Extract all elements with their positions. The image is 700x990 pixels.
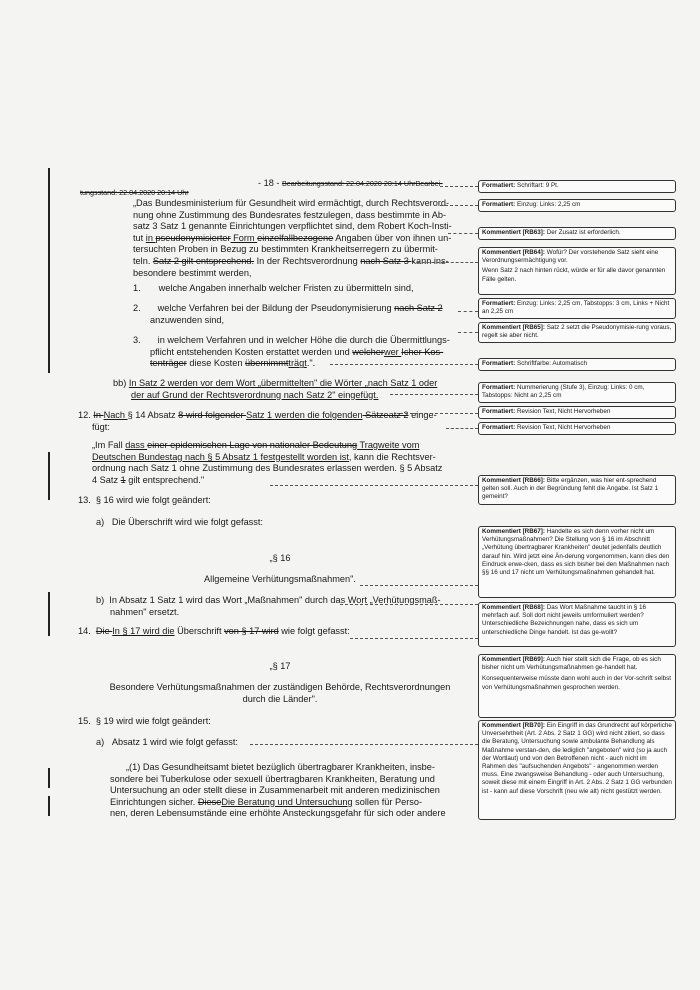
comment-box[interactable]: Kommentiert [RB70]: Ein Eingriff in das Grundrecht auf körperliche Unversehrtheit (Art. 2 Abs. 2 Satz 1 GG) wird nicht zitiert, so dass die Beratung, Untersuchung sowie ambulante Behandlung als Maßnahme verstan-den, die lediglich "angeboten" wird (so ja auch der Wortlaut) und von den Betroffenen nicht - auch nicht im Rahmen des "aufsuchenden Angebots" - angenommen werden muss. Eine zwangsweise Behandlung - oder auch Untersuchung, soweit diese mit einem Eingriff in Art. 2 Abs. 2 Satz 1 GG verbunden ist - kann auf diese Vorschrift (neu wie alt) nicht gestützt werden.	[478, 720, 676, 820]
comment-box[interactable]: Kommentiert [RB63]: Der Zusatz ist erforderlich.	[478, 227, 676, 240]
comment-box[interactable]: Formatiert: Einzug: Links: 2,25 cm	[478, 199, 676, 212]
comment-box[interactable]: Formatiert: Revision Text, Nicht Hervorheben	[478, 406, 676, 419]
list-item: 3. in welchem Verfahren und in welcher Höhe die durch die Übermittlungs- pflicht entstehenden Kosten erstattet werden und welcherwer Icher Kos- tenträger diese Kosten übernimmtträgt.".	[133, 335, 450, 369]
comment-box[interactable]: Kommentiert [RB67]: Handelte es sich denn vorher nicht um Verhütungsmaßnahmen? Die Stellung von § 16 im Abschnitt „Verhütung übertragbarer Krankheiten" deutet jedenfalls deutlich darauf hin. Wird jetzt eine Än-derung vorgenommen, kann dies den Eindruck erwe-cken, dass es sich bisher bei den Maßnahmen nach §§ 16 und 17 nicht um Verhütungsmaßnahmen gehandelt hat.	[478, 526, 676, 598]
revision-bar	[48, 768, 50, 788]
text-line: nung ohne Zustimmung des Bundesrates festzulegen, dass bestimmte in Ab-	[133, 209, 447, 220]
revision-bar	[48, 592, 50, 636]
bb-paragraph: bb) In Satz 2 werden vor dem Wort „übermittelten" die Wörter „nach Satz 1 oder der auf Grund der Rechtsverordnung nach Satz 2" eingefügt.	[113, 378, 438, 400]
comment-box[interactable]: Kommentiert [RB68]: Das Wort Maßnahme taucht in § 16 mehrfach auf. Soll dort nicht jeweils umformuliert werden? Unterschiedliche Bezeichnungen nahe, dass es sich um unterschiedliche Dinge handelt. Ist das ge-wollt?	[478, 602, 676, 647]
comment-connector	[330, 364, 478, 365]
comment-connector	[270, 485, 478, 486]
text-line: teln. Satz 2 gilt entsprechend. In der Rechtsverordnung nach Satz 3 kann ins-	[133, 255, 449, 266]
comment-connector	[412, 262, 478, 263]
comment-box[interactable]: Kommentiert [RB69]: Auch hier stellt sich die Frage, ob es sich bisher nicht um Verhütungsmaßnahmen ge-handelt hat. Konsequenterweise müsste dann wohl auch in der Vor-schrift selbst von Verhütungsmaßnahmen gesprochen werden.	[478, 654, 676, 718]
comment-box[interactable]: Formatiert: Revision Text, Nicht Hervorheben	[478, 422, 676, 435]
item-14: 14. Die In § 17 wird die Überschrift von § 17 wird wie folgt gefasst:	[78, 626, 350, 636]
page-number: - 18 -	[258, 178, 280, 188]
revision-bar	[48, 796, 50, 816]
revision-bar	[48, 168, 50, 373]
item-15-paragraph: „(1) Das Gesundheitsamt bietet bezüglich übertragbarer Krankheiten, insbe- sondere bei Tuberkulose oder sexuell übertragbaren Krankheiten, Beratung und Untersuchung an oder stellt diese in Zusammenarbeit mit anderen medizinischen Einrichtungen sicher. DieseDie Beratung und Untersuchung sollen für Perso- nen, deren Lebensumstände eine erhöhte Ansteckungsgefahr für sich oder andere	[110, 762, 446, 819]
comment-connector	[250, 744, 478, 745]
comment-connector	[440, 205, 478, 206]
comment-connector	[458, 311, 478, 312]
comment-connector	[448, 233, 478, 234]
revision-bar	[48, 452, 50, 500]
comment-box[interactable]: Formatiert: Nummerierung (Stufe 3), Einzug: Links: 0 cm, Tabstopps: Nicht an 2,25 cm	[478, 382, 676, 403]
comment-connector	[340, 604, 478, 605]
comment-connector	[446, 428, 478, 429]
list-item: 1. welche Angaben innerhalb welcher Fristen zu übermitteln sind,	[133, 283, 414, 293]
header-stand-struck-2: tungsstand: 22.04.2020 20:14 Uhr	[80, 188, 189, 197]
item-15-a: a) Absatz 1 wird wie folgt gefasst:	[96, 737, 238, 747]
section-17-heading: „§ 17	[269, 661, 291, 671]
section-17-title: Besondere Verhütungsmaßnahmen der zuständigen Behörde, Rechtsverordnungen durch die Länder".	[109, 682, 451, 704]
text-line: tersuchten Proben in Bezug zu bestimmten Krankheitserregern zu übermit-	[133, 244, 438, 255]
item-12-quote: „Im Fall dass einer epidemischen Lage von nationaler Bedeutung Tragweite vom Deutschen Bundestag nach § 5 Absatz 1 festgestellt worden ist, kann die Rechtsver- ordnung nach Satz 1 ohne Zustimmung des Bundesrates erlassen werden. § 5 Absatz 4 Satz 1 gilt entsprechend."	[92, 440, 443, 485]
item-15: 15. § 19 wird wie folgt geändert:	[78, 716, 211, 726]
page-header	[258, 178, 443, 190]
text-line: „Das Bundesministerium für Gesundheit wird ermächtigt, durch Rechtsverord-	[133, 198, 450, 208]
comment-box[interactable]: Kommentiert [RB65]: Satz 2 setzt die Pseudonymisie-rung voraus, regelt sie aber nicht.	[478, 322, 676, 343]
comment-connector	[458, 332, 478, 333]
comment-box[interactable]: Kommentiert [RB66]: Bitte ergänzen, was hier ent-sprechend gelten soll. Auch in der Begründung fehlt die Angabe. Ist Satz 1 gemeint?	[478, 475, 676, 505]
comment-box[interactable]: Formatiert: Schriftart: 9 Pt.	[478, 180, 676, 193]
section-16-title: Allgemeine Verhütungsmaßnahmen".	[204, 574, 356, 584]
item-12: 12. In Nach § 14 Absatz 8 wird folgender Satz 1 werden die folgenden Sätzeatz 2 einge- fügt:	[78, 410, 437, 432]
comment-connector	[400, 413, 478, 414]
comment-box[interactable]: Kommentiert [RB64]: Wofür? Der vorstehende Satz sieht eine Verordnungsermächtigung vor. Wenn Satz 2 nach hinten rückt, würde er für alle davor genannten Fälle gelten.	[478, 247, 676, 295]
comment-connector	[350, 638, 478, 639]
comment-box[interactable]: Formatiert: Einzug: Links: 2,25 cm, Tabstopps: 3 cm, Links + Nicht an 2,25 cm	[478, 298, 676, 319]
paragraph-intro	[133, 198, 463, 279]
header-stand-struck: Bearbeitungsstand: 22.04.2020 20:14 UhrBearbei-	[282, 179, 443, 188]
section-16-heading: „§ 16	[269, 553, 291, 563]
item-13: 13. § 16 wird wie folgt geändert:	[78, 495, 211, 505]
text-line: satz 3 Satz 1 genannte Einrichtungen verpflichtet sind, dem Robert Koch-Insti-	[133, 221, 452, 232]
comment-connector	[440, 186, 478, 187]
comment-box[interactable]: Formatiert: Schriftfarbe: Automatisch	[478, 358, 676, 371]
text-line: tut in pseudonymisierter Form einzelfallbezogene Angaben über von ihnen un-	[133, 232, 452, 243]
item-13-b: b) In Absatz 1 Satz 1 wird das Wort „Maßnahmen" durch das Wort „Verhütungsmaß- nahmen" ersetzt.	[96, 595, 441, 617]
comment-connector	[390, 394, 478, 395]
text-line: besondere bestimmt werden,	[133, 267, 252, 278]
comment-connector	[360, 585, 478, 586]
item-13-a: a) Die Überschrift wird wie folgt gefasst:	[96, 517, 263, 527]
list-item: 2. welche Verfahren bei der Bildung der Pseudonymisierung nach Satz 2 anzuwenden sind,	[133, 303, 443, 325]
